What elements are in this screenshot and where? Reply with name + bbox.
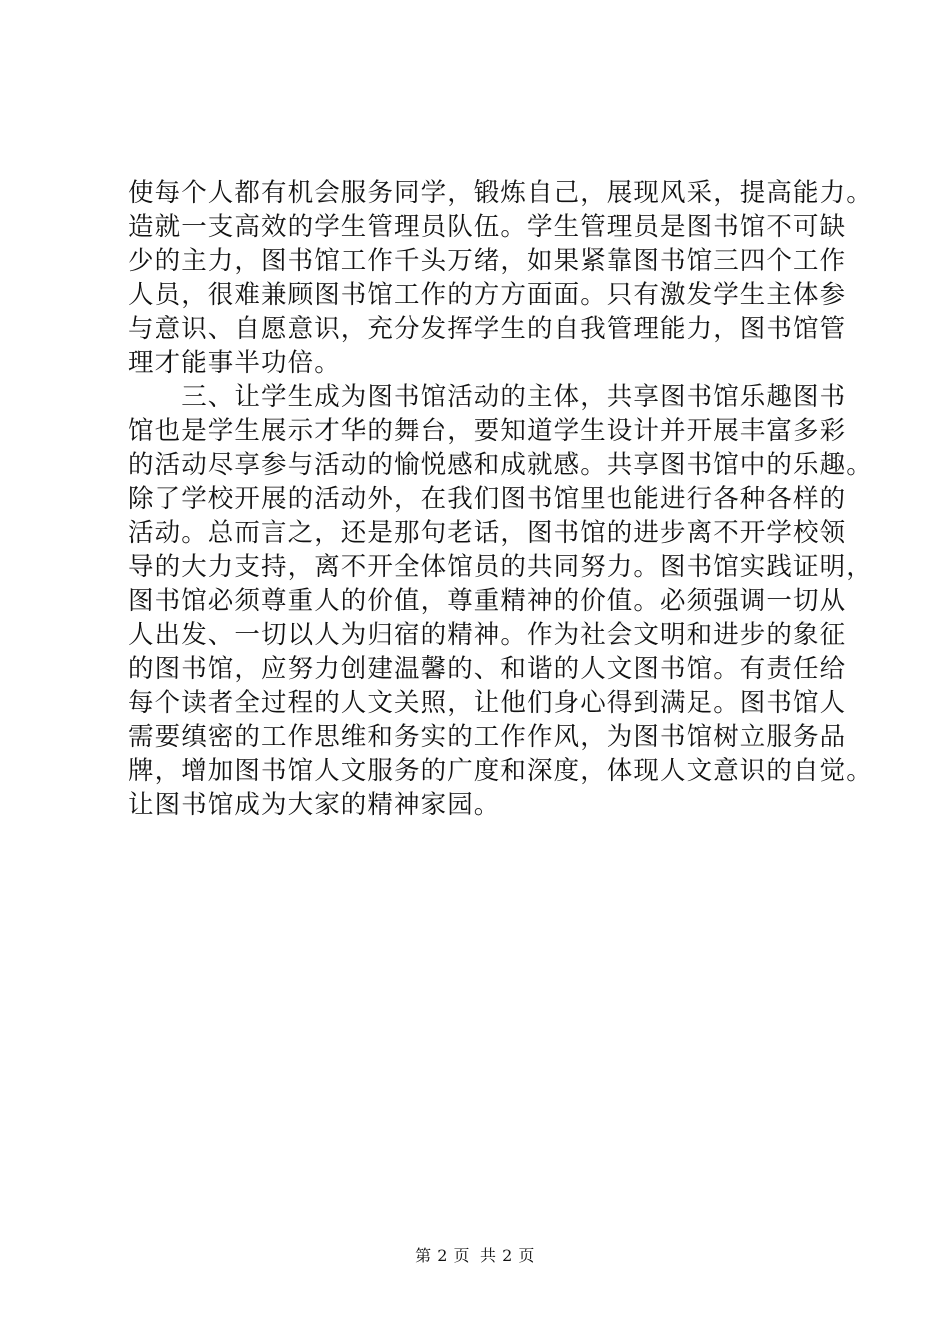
text-line: 造就一支高效的学生管理员队伍。学生管理员是图书馆不可缺 — [128, 212, 847, 242]
text-line: 每个读者全过程的人文关照，让他们身心得到满足。图书馆人 — [128, 688, 847, 718]
text-line: 人出发、一切以人为归宿的精神。作为社会文明和进步的象征 — [128, 620, 847, 650]
text-line: 的活动尽享参与活动的愉悦感和成就感。共享图书馆中的乐趣。 — [128, 450, 873, 480]
text-line: 使每个人都有机会服务同学，锻炼自己，展现风采，提高能力。 — [128, 178, 873, 208]
body-text — [128, 176, 873, 822]
page-number: 第 2 页 — [415, 1246, 470, 1265]
text-line: 需要缜密的工作思维和务实的工作作风，为图书馆树立服务品 — [128, 722, 847, 752]
text-line: 的图书馆，应努力创建温馨的、和谐的人文图书馆。有责任给 — [128, 654, 847, 684]
text-line: 除了学校开展的活动外，在我们图书馆里也能进行各种各样的 — [128, 484, 847, 514]
page-footer — [0, 1243, 950, 1266]
text-line: 导的大力支持，离不开全体馆员的共同努力。图书馆实践证明， — [128, 552, 873, 582]
page-total: 共 2 页 — [480, 1246, 535, 1265]
text-line: 与意识、自愿意识，充分发挥学生的自我管理能力，图书馆管 — [128, 314, 847, 344]
text-line: 图书馆必须尊重人的价值，尊重精神的价值。必须强调一切从 — [128, 586, 847, 616]
text-line: 活动。总而言之，还是那句老话，图书馆的进步离不开学校领 — [128, 518, 847, 548]
text-line: 馆也是学生展示才华的舞台，要知道学生设计并开展丰富多彩 — [128, 416, 847, 446]
text-line: 理才能事半功倍。 — [128, 348, 341, 378]
text-line: 三、让学生成为图书馆活动的主体，共享图书馆乐趣图书 — [128, 382, 847, 412]
text-line: 少的主力，图书馆工作千头万绪，如果紧靠图书馆三四个工作 — [128, 246, 847, 276]
text-line: 人员，很难兼顾图书馆工作的方方面面。只有激发学生主体参 — [128, 280, 847, 310]
text-line: 牌，增加图书馆人文服务的广度和深度，体现人文意识的自觉。 — [128, 756, 873, 786]
text-line: 让图书馆成为大家的精神家园。 — [128, 790, 501, 820]
